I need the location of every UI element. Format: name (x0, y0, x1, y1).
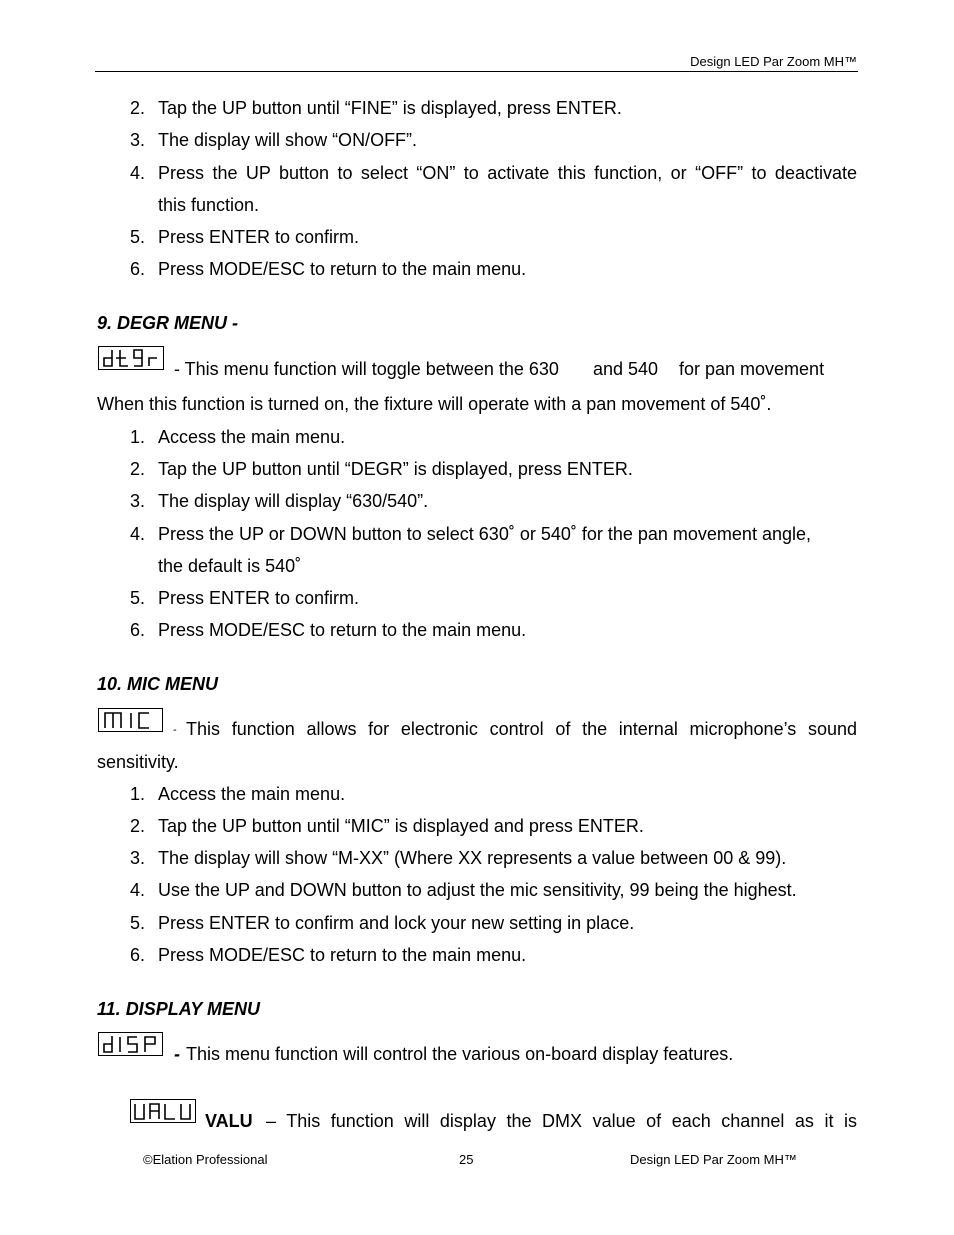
list-number: 1. (130, 427, 146, 447)
mic-intro: This function allows for electronic control of the internal microphone’s sound (186, 719, 857, 739)
footer-copyright: ©Elation Professional (143, 1152, 268, 1167)
list-number: 2. (130, 459, 146, 479)
display-intro: This menu function will control the various on-board display features. (186, 1044, 734, 1064)
list-number: 5. (130, 227, 146, 247)
list-item: Tap the UP button until “FINE” is displayed, press ENTER. (158, 98, 622, 118)
list-number: 2. (130, 816, 146, 836)
list-item: Access the main menu. (158, 427, 346, 447)
list-number: 3. (130, 491, 146, 511)
list-item: Press ENTER to confirm and lock your new setting in place. (158, 913, 635, 933)
list-item: Press ENTER to confirm. (158, 588, 360, 608)
list-item: Press the UP or DOWN button to select 630˚ or 540˚ for the pan movement angle, (158, 524, 811, 544)
degr-intro-a: - This menu function will toggle between the 630 (174, 359, 559, 379)
footer-title: Design LED Par Zoom MH™ (630, 1152, 797, 1167)
degr-intro-b: and 540 (593, 359, 659, 379)
list-number: 4. (130, 524, 146, 544)
section-heading-mic: 10. MIC MENU (97, 674, 219, 694)
list-number: 5. (130, 913, 146, 933)
lcd-display-disp (98, 1032, 163, 1056)
lcd-display-degr (98, 346, 164, 370)
section-heading-degr: 9. DEGR MENU - (97, 313, 239, 333)
list-item-continuation: this function. (158, 195, 260, 215)
lcd-display-mic (98, 708, 163, 732)
list-number: 3. (130, 130, 146, 150)
list-item: Access the main menu. (158, 784, 346, 804)
lcd-display-valu (130, 1099, 196, 1123)
list-item: Press MODE/ESC to return to the main menu. (158, 259, 527, 279)
header-rule (95, 71, 858, 72)
list-number: 6. (130, 620, 146, 640)
list-item: The display will show “M-XX” (Where XX represents a value between 00 & 99). (158, 848, 787, 868)
valu-label: VALU (205, 1111, 253, 1131)
page-header-title: Design LED Par Zoom MH™ (690, 54, 857, 69)
footer-page-number: 25 (459, 1152, 474, 1167)
list-number: 2. (130, 98, 146, 118)
list-number: 4. (130, 163, 146, 183)
mic-intro-continuation: sensitivity. (97, 752, 179, 772)
valu-description: – This function will display the DMX value of each channel as it is (266, 1111, 857, 1131)
list-item: Press MODE/ESC to return to the main menu. (158, 620, 527, 640)
section-heading-display: 11. DISPLAY MENU (97, 999, 261, 1019)
degr-note: When this function is turned on, the fixture will operate with a pan movement of 540˚. (97, 394, 772, 414)
list-number: 3. (130, 848, 146, 868)
list-item: Tap the UP button until “MIC” is displayed and press ENTER. (158, 816, 644, 836)
list-item: The display will show “ON/OFF”. (158, 130, 418, 150)
list-item: Press MODE/ESC to return to the main menu. (158, 945, 527, 965)
list-item: Press ENTER to confirm. (158, 227, 360, 247)
list-number: 6. (130, 259, 146, 279)
display-intro-dash: - (174, 1044, 180, 1064)
list-item-continuation: the default is 540˚ (158, 556, 302, 576)
degr-intro-c: for pan movement (679, 359, 825, 379)
list-number: 4. (130, 880, 146, 900)
list-number: 1. (130, 784, 146, 804)
list-number: 5. (130, 588, 146, 608)
list-item: The display will display “630/540”. (158, 491, 429, 511)
list-item: Tap the UP button until “DEGR” is displayed, press ENTER. (158, 459, 633, 479)
list-number: 6. (130, 945, 146, 965)
list-item: Use the UP and DOWN button to adjust the mic sensitivity, 99 being the highest. (158, 880, 797, 900)
list-item: Press the UP button to select “ON” to activate this function, or “OFF” to deactivate (158, 163, 857, 183)
mic-intro-dash: - (173, 724, 177, 736)
